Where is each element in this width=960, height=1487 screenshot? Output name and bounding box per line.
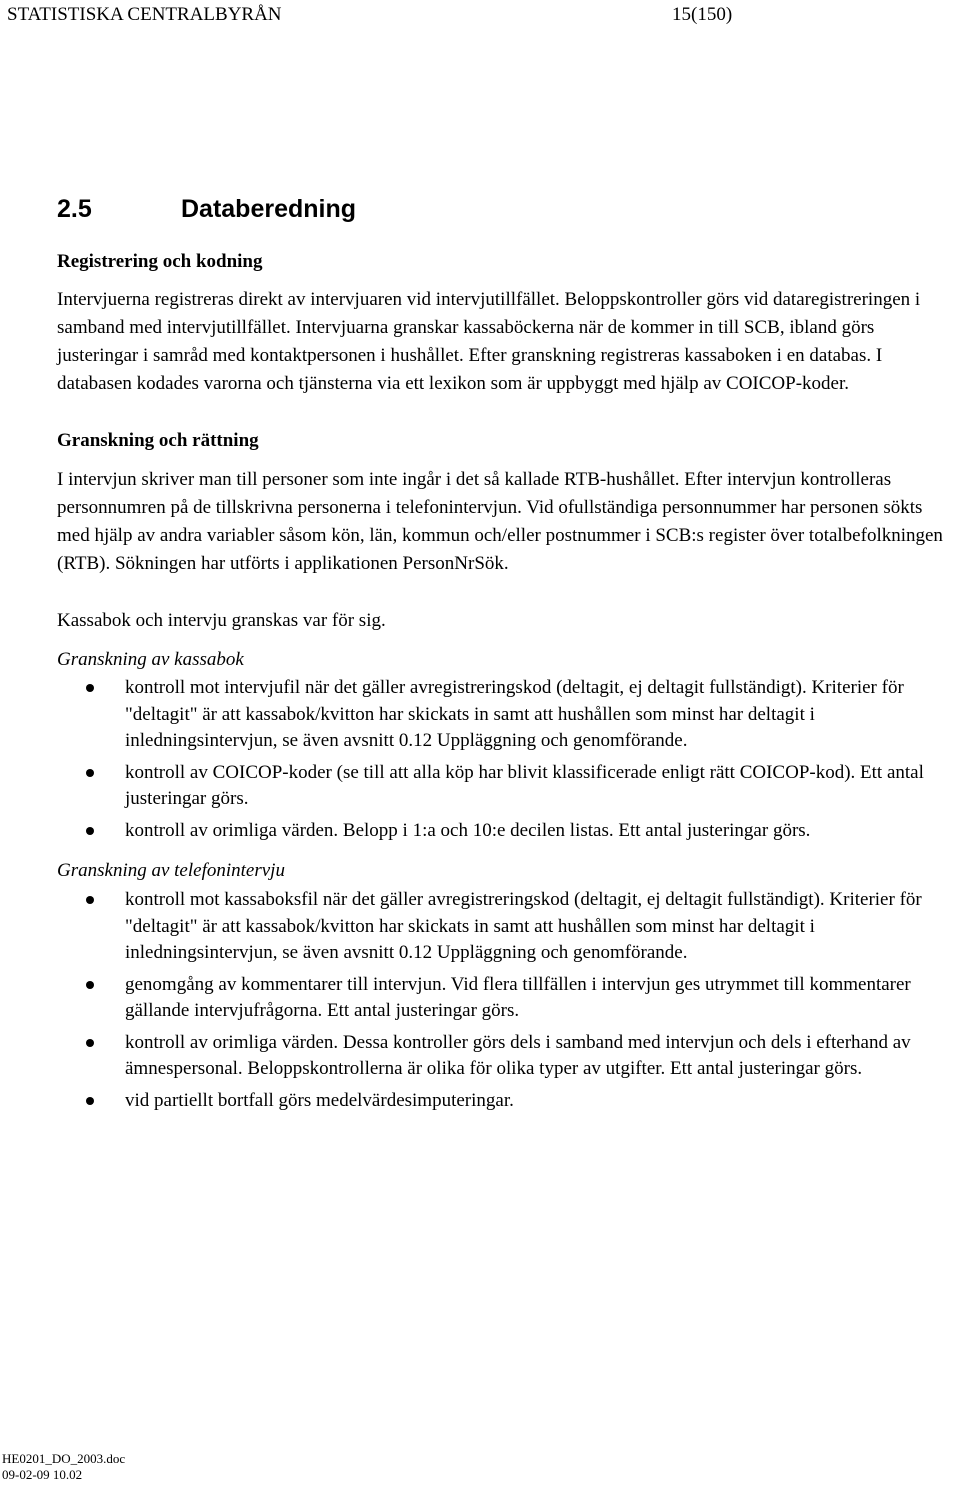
header-organization: STATISTISKA CENTRALBYRÅN bbox=[7, 4, 282, 25]
list-item: vid partiellt bortfall görs medelvärdesimputeringar. bbox=[57, 1088, 960, 1115]
telefonintervju-list bbox=[57, 887, 960, 1119]
bullet-icon bbox=[86, 1039, 94, 1047]
bullet-icon bbox=[86, 896, 94, 904]
list-item: kontroll mot intervjufil när det gäller avregistreringskod (deltagit, ej deltagit fullständigt). Kriterier för "deltagit" är att kassabok/kvitton har skickats in samt att hushållen som minst har deltagit i inledningsintervjun, se även avsnitt 0.12 Uppläggning och genomförande. bbox=[57, 675, 960, 755]
list-item: kontroll mot kassaboksfil när det gäller avregistreringskod (deltagit, ej deltagit fullständigt). Kriterier för "deltagit" är att kassabok/kvitton har skickats in samt att hushållen som minst har deltagit i inledningsintervjun, se även avsnitt 0.12 Uppläggning och genomförande. bbox=[57, 887, 960, 967]
kassabok-list bbox=[57, 675, 960, 849]
section-title: Databeredning bbox=[181, 195, 357, 223]
heading-registrering: Registrering och kodning bbox=[57, 251, 263, 272]
bullet-icon bbox=[86, 981, 94, 989]
heading-telefonintervju: Granskning av telefonintervju bbox=[57, 860, 285, 881]
bullet-icon bbox=[86, 1097, 94, 1105]
footer-filename: HE0201_DO_2003.doc bbox=[2, 1451, 126, 1466]
footer-date: 09-02-09 10.02 bbox=[2, 1467, 83, 1482]
section-heading bbox=[57, 195, 356, 224]
list-item: genomgång av kommentarer till intervjun. Vid flera tillfällen i intervjun ges utrymmet till kommentarer gällande intervjufrågorna. Ett antal justeringar görs. bbox=[57, 972, 960, 1025]
paragraph-granskning: I intervjun skriver man till personer som inte ingår i det så kallade RTB-hushållet. Efter intervjun kontrolleras personnumren på de tillskrivna personerna i telefonintervjun. Vid ofullständiga personnummer har personen sökts med hjälp av andra variabler såsom kön, län, kommun och/eller postnummer i SCB:s register över totalbefolkningen (RTB). Sökningen har utförts i applikationen PersonNrSök. bbox=[57, 469, 943, 574]
section-number: 2.5 bbox=[57, 195, 92, 223]
list-item: kontroll av orimliga värden. Dessa kontroller görs dels i samband med intervjun och dels i efterhand av ämnespersonal. Beloppskontrollerna är olika för olika typer av utgifter. Ett antal justeringar görs. bbox=[57, 1030, 960, 1083]
paragraph-registrering: Intervjuerna registreras direkt av intervjuaren vid intervjutillfället. Beloppskontroller görs vid dataregistreringen i samband med intervjutillfället. Intervjuarna granskar kassaböckerna när de kommer in till SCB, ibland görs justeringar i samråd med kontaktpersonen i hushållet. Efter granskning registreras kassaboken i en databas. I databasen kodades varorna och tjänsterna via ett lexikon som är uppbyggt med hjälp av COICOP-koder. bbox=[57, 289, 921, 394]
page-number: 15(150) bbox=[672, 4, 733, 25]
heading-granskning: Granskning och rättning bbox=[57, 430, 259, 451]
heading-kassabok: Granskning av kassabok bbox=[57, 649, 244, 670]
bullet-icon bbox=[86, 827, 94, 835]
paragraph-kassabok-intervju: Kassabok och intervju granskas var för sig. bbox=[57, 610, 386, 631]
bullet-icon bbox=[86, 684, 94, 692]
bullet-icon bbox=[86, 769, 94, 777]
list-item: kontroll av COICOP-koder (se till att alla köp har blivit klassificerade enligt rätt COICOP-kod). Ett antal justeringar görs. bbox=[57, 760, 960, 813]
list-item: kontroll av orimliga värden. Belopp i 1:a och 10:e decilen listas. Ett antal justeringar görs. bbox=[57, 818, 960, 845]
